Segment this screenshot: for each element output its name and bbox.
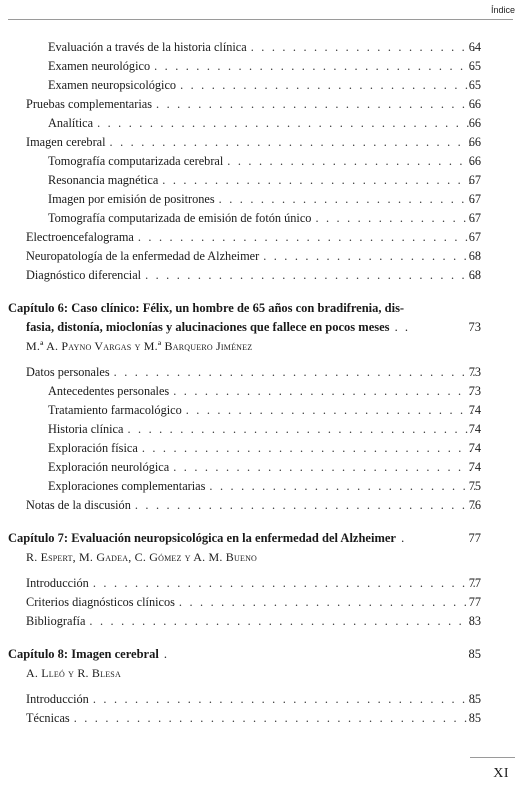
toc-entry-title: Notas de la discusión: [26, 498, 131, 512]
chapter-authors-text: M.ª A. Payno Vargas y M.ª Barquero Jiménez: [26, 339, 253, 353]
chapter-authors: [8, 337, 463, 356]
chapter-title-continuation: [8, 318, 463, 337]
toc-entry-title: Historia clínica: [48, 422, 124, 436]
toc-page-number: 77: [468, 595, 481, 609]
toc-section-entry[interactable]: [0, 266, 523, 285]
toc-entry-title: Antecedentes personales: [48, 384, 170, 398]
toc-section-entry[interactable]: [0, 709, 523, 728]
toc-section-entry[interactable]: [0, 496, 523, 515]
toc-page-number: 67: [468, 211, 481, 225]
toc-page-number: 66: [468, 116, 481, 130]
toc-entry-title: Introducción: [26, 576, 89, 590]
chapter-title: [8, 645, 463, 664]
toc-leader-dots: [110, 133, 475, 152]
toc-subsection-entry[interactable]: [0, 152, 523, 171]
toc-leader-dots: [93, 690, 475, 709]
toc-page-number: 66: [468, 97, 481, 111]
toc-subsection-entry[interactable]: [0, 439, 523, 458]
toc-entry-title: Imagen por emisión de positrones: [48, 192, 215, 206]
chapter-gap: [0, 515, 523, 529]
toc-leader-dots: [219, 190, 475, 209]
toc-entry-title: Exploración física: [48, 441, 138, 455]
toc-entry-title: Resonancia magnética: [48, 173, 159, 187]
toc-entry-title: Imagen cerebral: [26, 135, 106, 149]
toc-section-entry[interactable]: [0, 95, 523, 114]
toc-subsection-entry[interactable]: [0, 38, 523, 57]
toc-leader-dots: [145, 266, 475, 285]
toc-subsection-entry[interactable]: [0, 209, 523, 228]
toc-leader-dots: [180, 76, 475, 95]
toc-section-entry[interactable]: [0, 228, 523, 247]
header-rule: [8, 19, 513, 20]
toc-page-number: 73: [468, 365, 481, 379]
toc-leader-dots: [173, 382, 475, 401]
chapter-authors: [8, 664, 463, 683]
chapter-authors-text: R. Espert, M. Gadea, C. Gómez y A. M. Bueno: [26, 550, 258, 564]
chapter-section-list: [0, 574, 523, 631]
toc-leader-dots: [186, 401, 475, 420]
chapter-title-line: Capítulo 7: Evaluación neuropsicológica en la enfermedad del Alzheimer: [8, 531, 396, 545]
toc-page-number: 73: [468, 384, 481, 398]
chapter-heading[interactable]: [0, 299, 523, 356]
toc-subsection-entry[interactable]: [0, 420, 523, 439]
toc-leader-dots: [227, 152, 475, 171]
toc-leader-dots: [154, 57, 475, 76]
toc-leader-dots: .: [158, 647, 170, 661]
toc-entry-title: Tratamiento farmacológico: [48, 403, 182, 417]
chapter-heading[interactable]: [0, 645, 523, 683]
toc-section-entry[interactable]: [0, 247, 523, 266]
running-header-label: Índice: [490, 5, 515, 15]
toc-entry-title: Introducción: [26, 692, 89, 706]
toc-leader-dots: [315, 209, 475, 228]
toc-entry-title: Datos personales: [26, 365, 110, 379]
chapter-authors: [8, 548, 463, 567]
chapter-title: [8, 299, 463, 318]
toc-entry-title: Evaluación a través de la historia clínica: [48, 40, 247, 54]
toc-subsection-entry[interactable]: [0, 114, 523, 133]
toc-page-number: 67: [468, 192, 481, 206]
toc-subsection-entry[interactable]: [0, 401, 523, 420]
toc-leader-dots: .: [395, 531, 407, 545]
toc-page-number: 65: [468, 78, 481, 92]
toc-entry-title: Criterios diagnósticos clínicos: [26, 595, 175, 609]
toc-page-number: 68: [468, 268, 481, 282]
toc-leader-dots: [138, 228, 475, 247]
chapter-title-line: Capítulo 8: Imagen cerebral: [8, 647, 159, 661]
toc-subsection-entry[interactable]: [0, 190, 523, 209]
chapter-heading[interactable]: [0, 529, 523, 567]
toc-page-number: 74: [468, 460, 481, 474]
toc-leader-dots: [263, 247, 475, 266]
chapter-title-line: fasia, distonía, mioclonías y alucinaciones que fallece en pocos meses: [26, 320, 390, 334]
toc-leader-dots: [114, 363, 475, 382]
toc-page-number: 74: [468, 403, 481, 417]
toc-leader-dots: [142, 439, 475, 458]
toc-entry-title: Tomografía computarizada de emisión de fotón único: [48, 211, 312, 225]
toc-section-entry[interactable]: [0, 133, 523, 152]
toc-page-number: 74: [468, 441, 481, 455]
chapter-page-number: 73: [468, 320, 481, 334]
toc-leader-dots: [127, 420, 475, 439]
toc-entry-title: Diagnóstico diferencial: [26, 268, 142, 282]
toc-page-number: 76: [468, 498, 481, 512]
toc-page-number: 77: [468, 576, 481, 590]
toc-entry-title: Pruebas complementarias: [26, 97, 153, 111]
toc-leader-dots: [97, 114, 475, 133]
toc-section-entry[interactable]: [0, 690, 523, 709]
toc-leader-dots: [251, 38, 475, 57]
toc-page-number: 75: [468, 479, 481, 493]
toc-entry-title: Exploración neurológica: [48, 460, 170, 474]
toc-subsection-entry[interactable]: [0, 76, 523, 95]
toc-page-number: 74: [468, 422, 481, 436]
toc-subsection-entry[interactable]: [0, 382, 523, 401]
toc-entry-title: Examen neuropsicológico: [48, 78, 177, 92]
toc-leader-dots: [173, 458, 475, 477]
toc-subsection-entry[interactable]: [0, 458, 523, 477]
toc-page-number: 66: [468, 154, 481, 168]
chapter-section-list: [0, 690, 523, 728]
toc-leader-dots: [162, 171, 475, 190]
toc-section-entry[interactable]: [0, 593, 523, 612]
toc-entry-title: Examen neurológico: [48, 59, 151, 73]
toc-page-number: 66: [468, 135, 481, 149]
toc-leader-dots: [89, 612, 475, 631]
toc-page-number: 67: [468, 230, 481, 244]
toc-leader-dots: . .: [389, 320, 411, 334]
toc-section-list: [0, 38, 523, 285]
chapter-page-number: 77: [468, 531, 481, 545]
chapter-gap: [0, 285, 523, 299]
footer-rule: [470, 757, 515, 758]
table-of-contents: [0, 38, 523, 728]
chapter-title: [8, 529, 463, 548]
toc-page-number: 64: [468, 40, 481, 54]
toc-entry-title: Técnicas: [26, 711, 70, 725]
toc-subsection-entry[interactable]: [0, 477, 523, 496]
toc-leader-dots: [179, 593, 475, 612]
toc-entry-title: Bibliografía: [26, 614, 86, 628]
toc-leader-dots: [74, 709, 475, 728]
toc-leader-dots: [135, 496, 475, 515]
toc-entry-title: Tomografía computarizada cerebral: [48, 154, 224, 168]
toc-entry-title: Exploraciones complementarias: [48, 479, 206, 493]
toc-section-entry[interactable]: [0, 612, 523, 631]
toc-entry-title: Analítica: [48, 116, 94, 130]
chapter-page-number: 85: [468, 647, 481, 661]
toc-page-number: 68: [468, 249, 481, 263]
chapter-section-list: [0, 363, 523, 515]
chapter-title-line: Capítulo 6: Caso clínico: Félix, un hombre de 65 años con bradifrenia, dis-: [8, 301, 405, 315]
chapter-authors-text: A. Lleó y R. Blesa: [26, 666, 121, 680]
toc-page-number: 83: [468, 614, 481, 628]
page-folio: XI: [493, 766, 509, 781]
toc-page-number: 85: [468, 711, 481, 725]
toc-entry-title: Neuropatología de la enfermedad de Alzheimer: [26, 249, 260, 263]
toc-leader-dots: [156, 95, 475, 114]
toc-leader-dots: [93, 574, 475, 593]
toc-page-number: 65: [468, 59, 481, 73]
running-header: [0, 0, 523, 18]
toc-page-number: 85: [468, 692, 481, 706]
chapter-gap: [0, 631, 523, 645]
toc-section-entry[interactable]: [0, 363, 523, 382]
toc-subsection-entry[interactable]: [0, 57, 523, 76]
toc-section-entry[interactable]: [0, 574, 523, 593]
toc-entry-title: Electroencefalograma: [26, 230, 134, 244]
toc-page-number: 67: [468, 173, 481, 187]
toc-subsection-entry[interactable]: [0, 171, 523, 190]
toc-leader-dots: [209, 477, 475, 496]
